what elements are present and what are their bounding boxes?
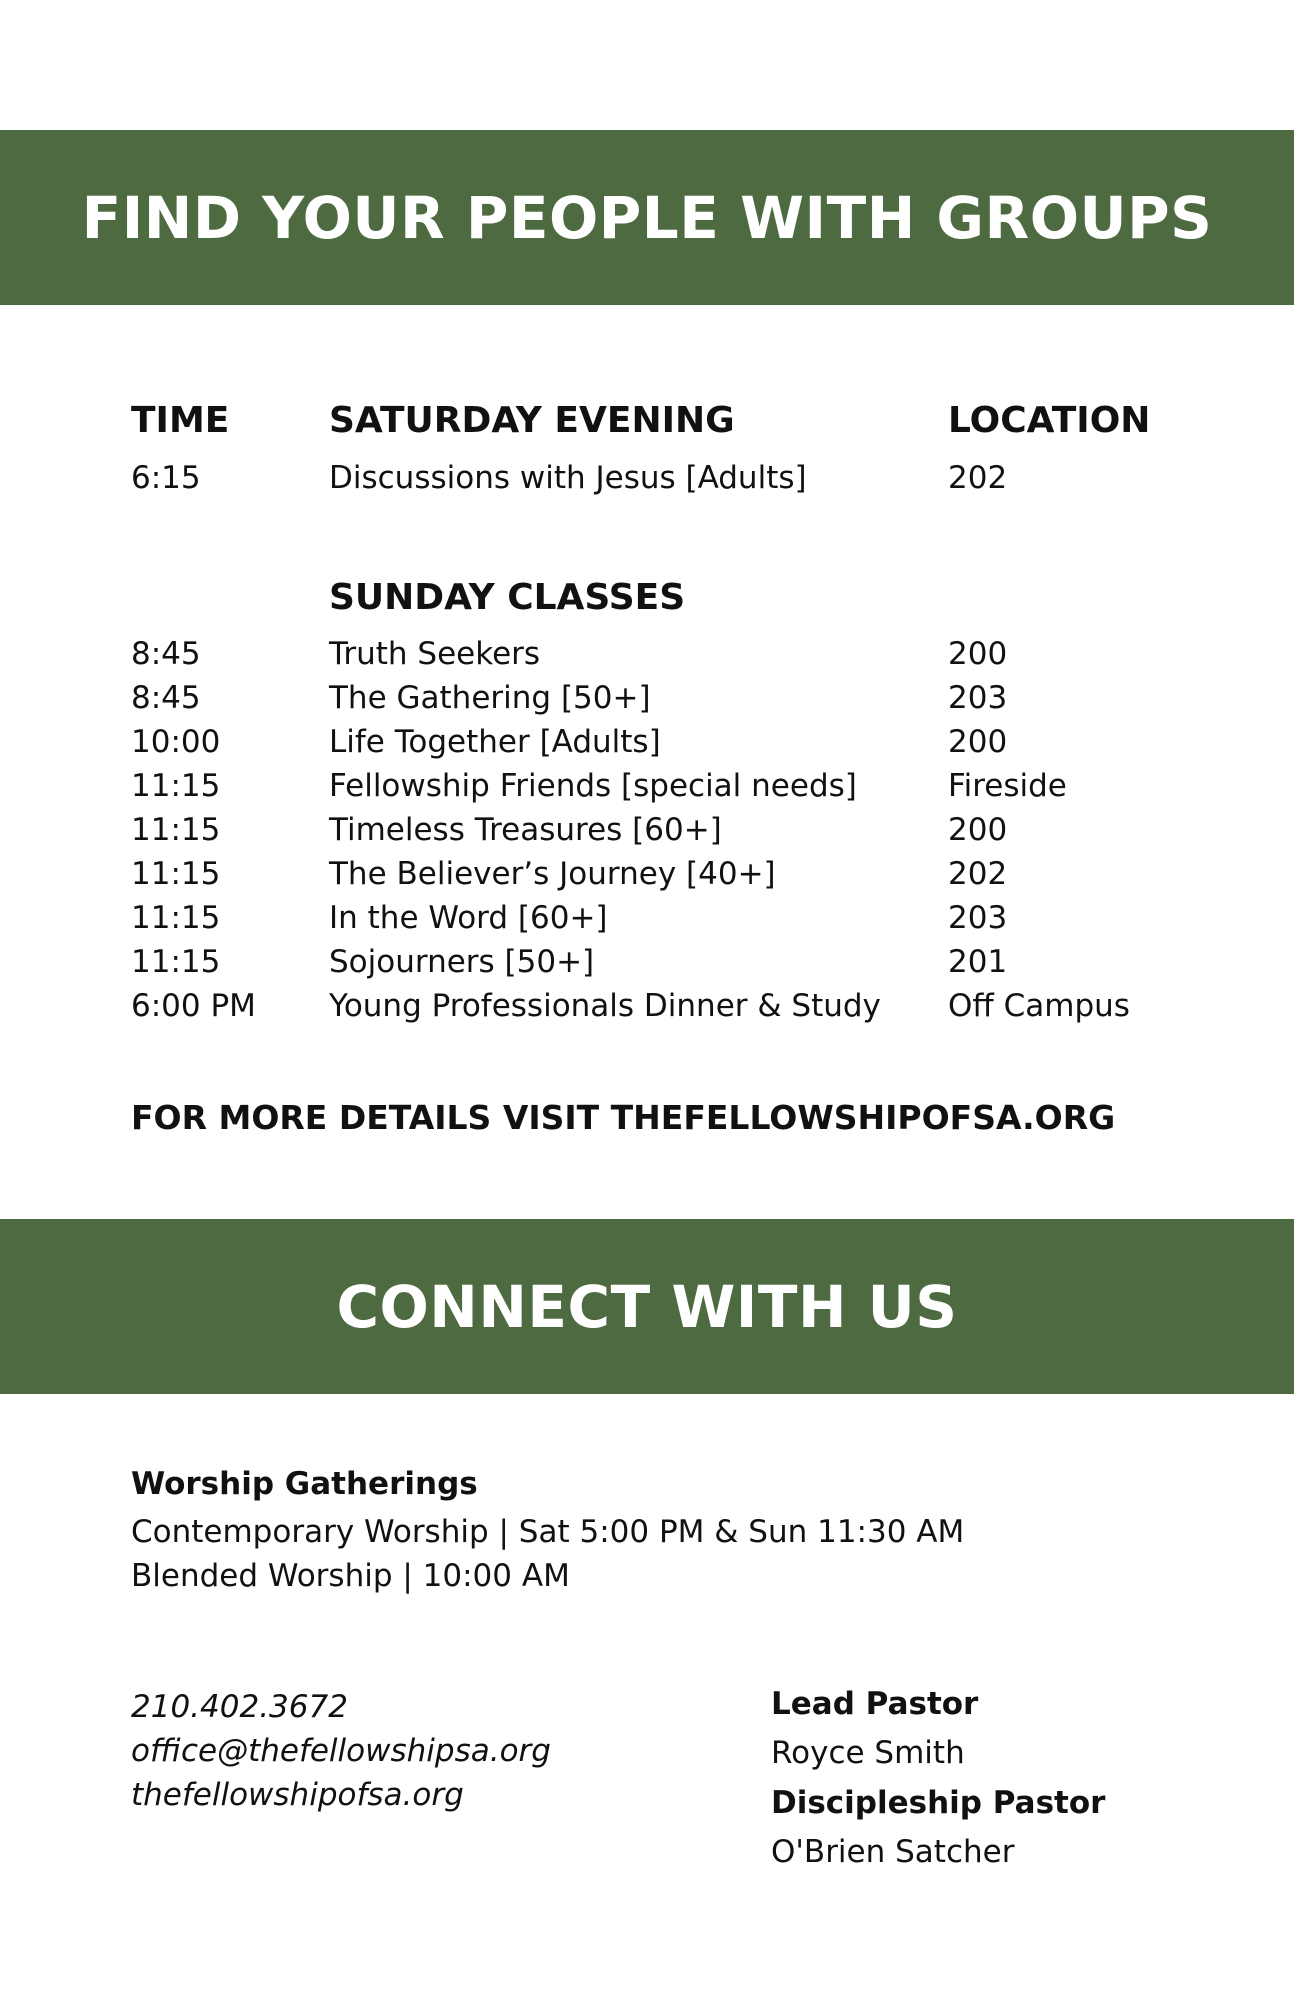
row-time: 11:15 (131, 856, 221, 892)
table-row (0, 988, 1294, 1032)
row-location: 203 (948, 900, 1008, 936)
row-location: 203 (948, 680, 1008, 716)
row-class-name: In the Word [60+] (329, 900, 608, 936)
lead-pastor-name: Royce Smith (771, 1735, 965, 1771)
table-row (0, 856, 1294, 900)
row-class-name: Life Together [Adults] (329, 724, 661, 760)
row-class-name: Young Professionals Dinner & Study (329, 988, 881, 1024)
worship-line-blended: Blended Worship | 10:00 AM (131, 1558, 570, 1594)
more-details-text: FOR MORE DETAILS VISIT THEFELLOWSHIPOFSA.ORG (131, 1098, 1116, 1137)
row-class-name: Truth Seekers (329, 636, 541, 672)
table-row (0, 724, 1294, 768)
row-class-name: The Believer’s Journey [40+] (329, 856, 776, 892)
row-time: 6:00 PM (131, 988, 256, 1024)
row-time: 11:15 (131, 812, 221, 848)
row-class-name: Discussions with Jesus [Adults] (329, 460, 807, 496)
schedule-header-row (0, 400, 1294, 450)
row-class-name: The Gathering [50+] (329, 680, 651, 716)
row-class-name: Fellowship Friends [special needs] (329, 768, 857, 804)
discipleship-pastor-role: Discipleship Pastor (771, 1785, 1106, 1821)
sunday-classes-header: SUNDAY CLASSES (329, 577, 686, 618)
row-location: 200 (948, 812, 1008, 848)
row-time: 8:45 (131, 636, 201, 672)
table-row (0, 812, 1294, 856)
connect-banner (0, 1219, 1294, 1394)
table-row (0, 680, 1294, 724)
row-location: 202 (948, 460, 1008, 496)
row-class-name: Timeless Treasures [60+] (329, 812, 722, 848)
contact-email: office@thefellowshipsa.org (131, 1733, 551, 1769)
worship-gatherings-heading: Worship Gatherings (131, 1466, 478, 1502)
sunday-header-row (0, 577, 1294, 627)
row-time: 10:00 (131, 724, 221, 760)
groups-banner (0, 130, 1294, 305)
row-time: 6:15 (131, 460, 201, 496)
table-row (0, 460, 1294, 504)
row-time: 8:45 (131, 680, 201, 716)
table-row (0, 900, 1294, 944)
saturday-evening-header: SATURDAY EVENING (329, 400, 735, 441)
table-row (0, 636, 1294, 680)
table-row (0, 944, 1294, 988)
row-time: 11:15 (131, 768, 221, 804)
row-time: 11:15 (131, 944, 221, 980)
row-class-name: Sojourners [50+] (329, 944, 595, 980)
table-row (0, 768, 1294, 812)
connect-banner-title: CONNECT WITH US (336, 1272, 958, 1341)
row-location: 201 (948, 944, 1008, 980)
row-location: 202 (948, 856, 1008, 892)
row-time: 11:15 (131, 900, 221, 936)
worship-line-contemporary: Contemporary Worship | Sat 5:00 PM & Sun 11:30 AM (131, 1514, 965, 1550)
row-location: 200 (948, 724, 1008, 760)
discipleship-pastor-name: O'Brien Satcher (771, 1834, 1015, 1870)
contact-website: thefellowshipofsa.org (131, 1777, 464, 1813)
row-location: 200 (948, 636, 1008, 672)
location-column-header: LOCATION (948, 400, 1151, 441)
row-location: Fireside (948, 768, 1067, 804)
groups-banner-title: FIND YOUR PEOPLE WITH GROUPS (81, 183, 1213, 252)
lead-pastor-role: Lead Pastor (771, 1686, 979, 1722)
time-column-header: TIME (131, 400, 230, 441)
contact-phone: 210.402.3672 (131, 1689, 348, 1725)
row-location: Off Campus (948, 988, 1130, 1024)
